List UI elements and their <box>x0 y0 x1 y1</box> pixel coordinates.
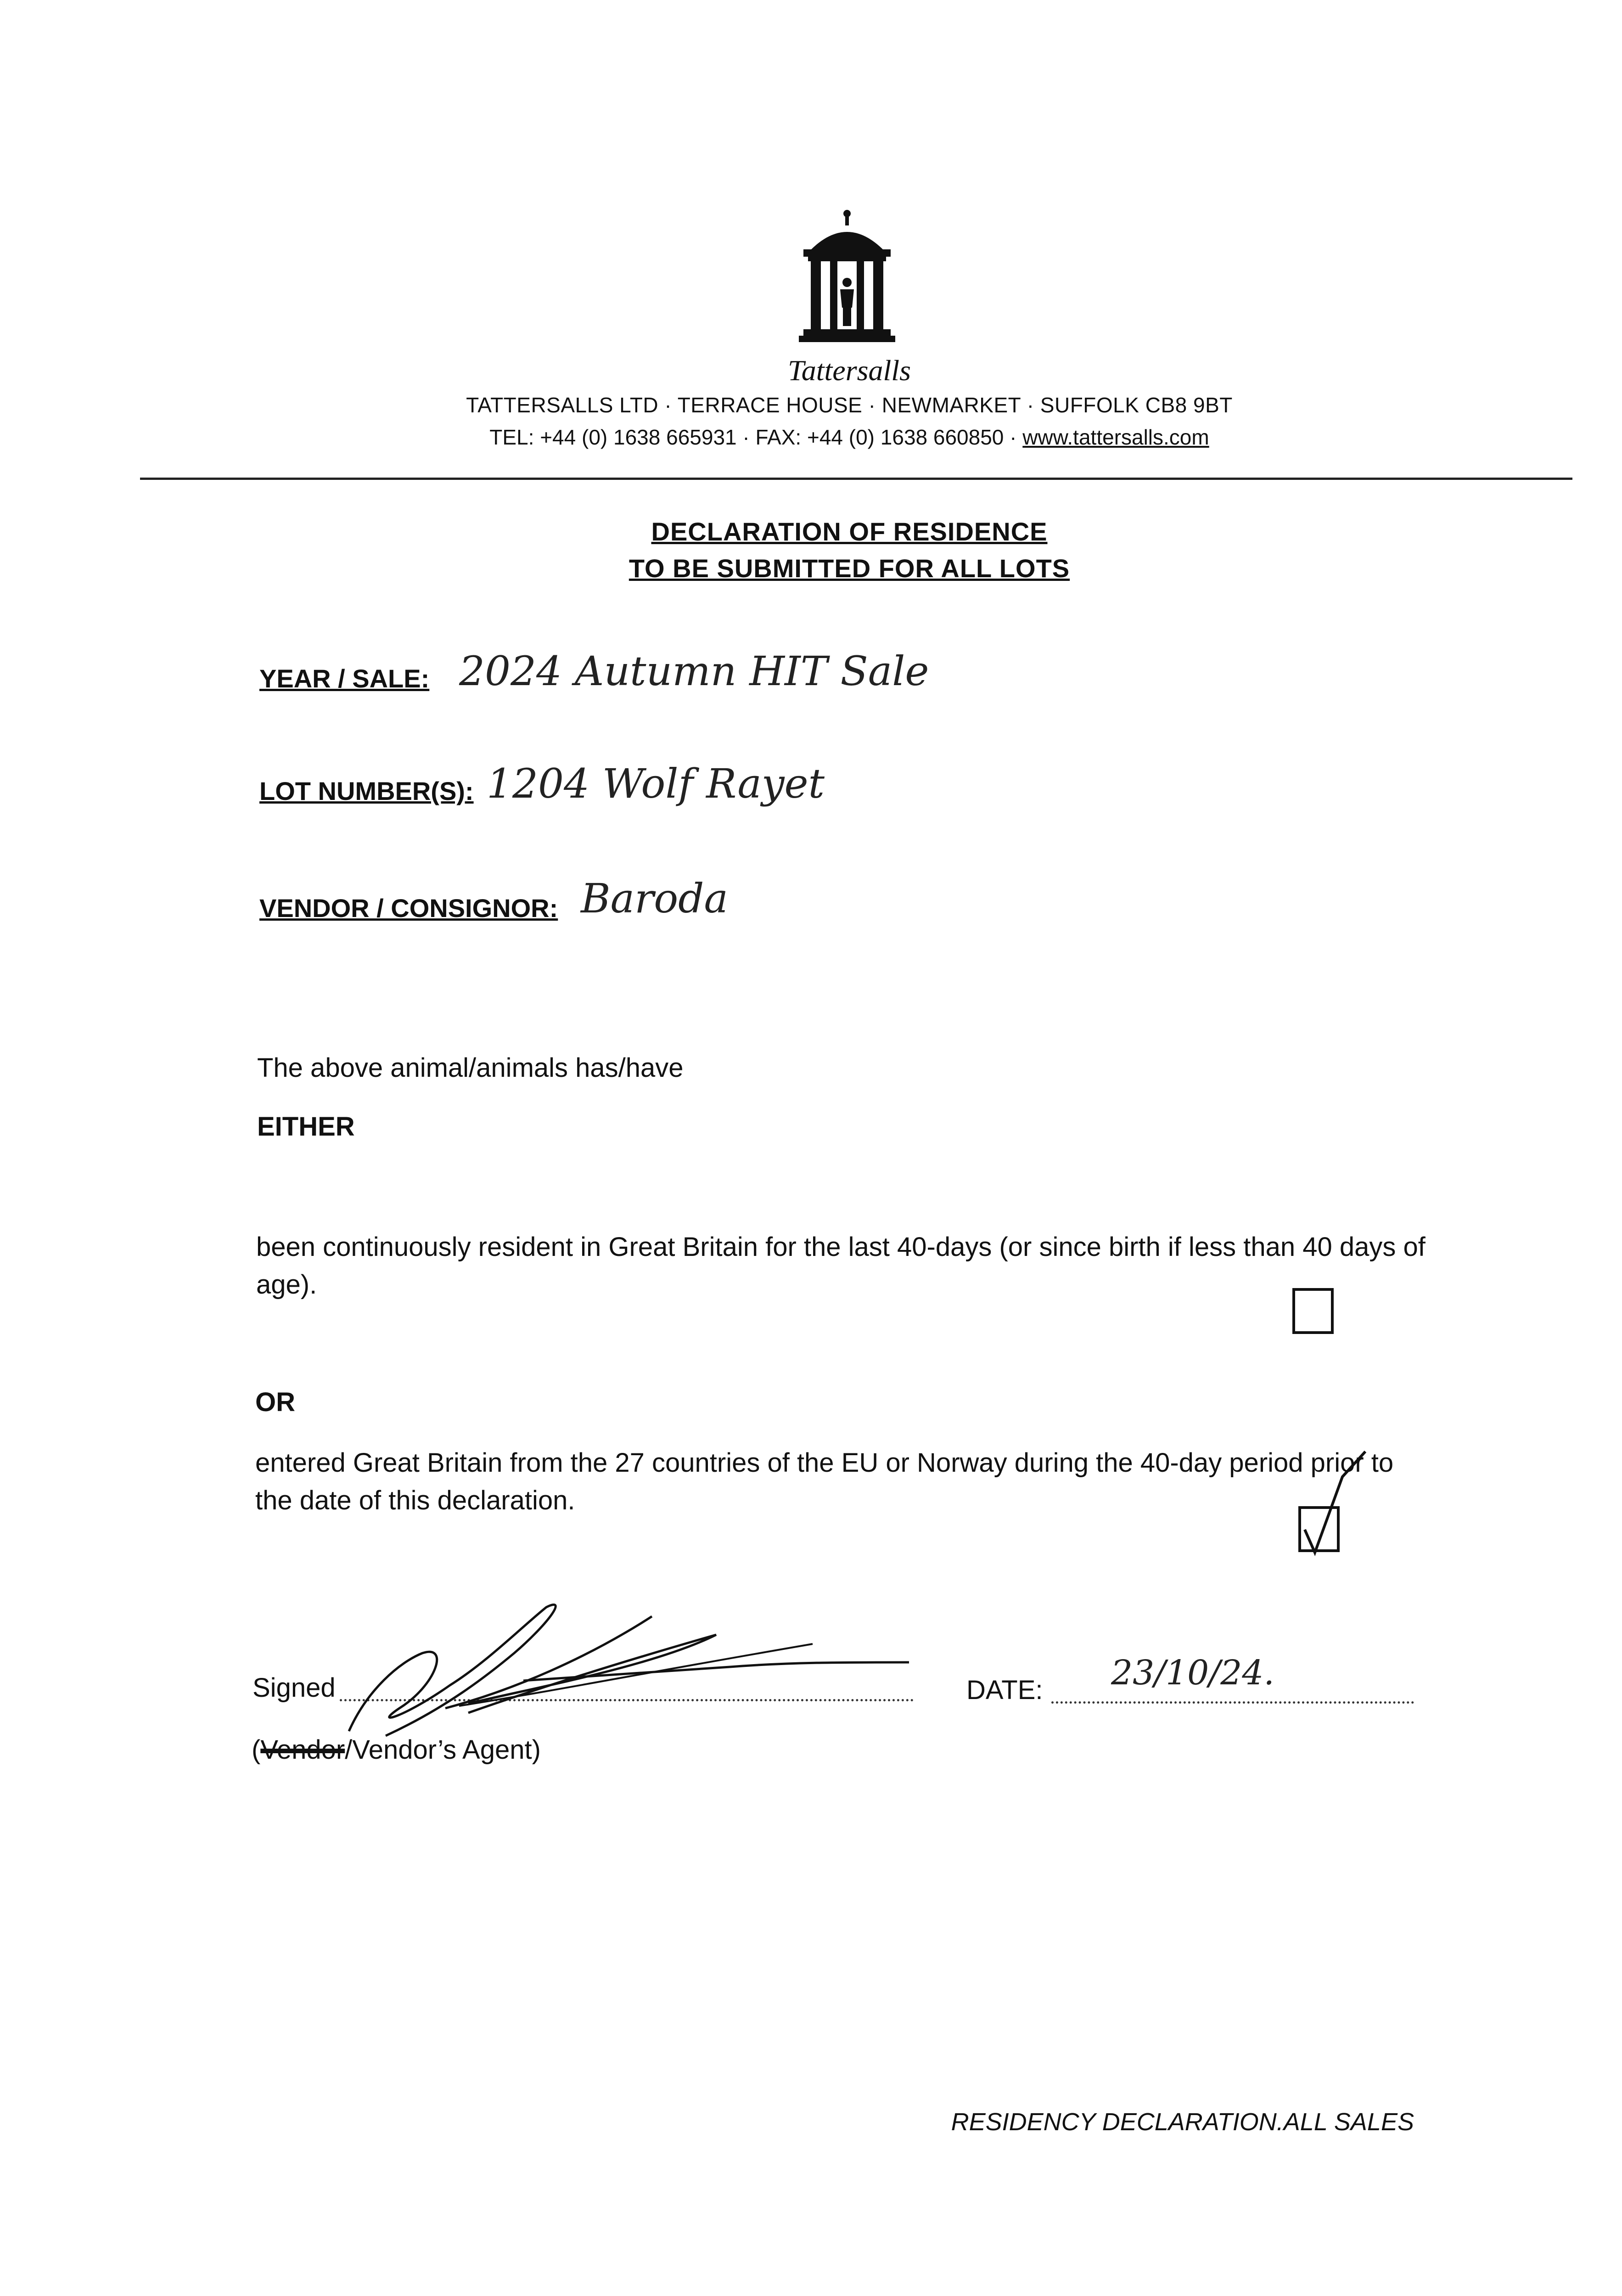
or-label: OR <box>255 1387 295 1417</box>
role-struck: Vendor <box>260 1735 345 1765</box>
date-label: DATE: <box>966 1675 1043 1705</box>
signer-role <box>252 1731 541 1769</box>
role-prefix: ( <box>252 1735 261 1765</box>
tel-fax: TEL: +44 (0) 1638 665931 · FAX: +44 (0) 1638 660850 · <box>489 425 1023 449</box>
contact-line <box>321 425 1377 450</box>
signed-label: Signed <box>253 1673 336 1703</box>
date-value: 23/10/24. <box>1111 1653 1274 1693</box>
option2-text: entered Great Britain from the 27 countries of the EU or Norway during the 40-day period prior to the date of this declaration. <box>255 1448 1394 1515</box>
signature-image <box>331 1598 927 1750</box>
tattersalls-logo <box>794 209 900 347</box>
date-line <box>1051 1701 1414 1704</box>
document-title: DECLARATION OF RESIDENCE <box>651 517 1048 546</box>
brand-name: Tattersalls <box>788 354 911 387</box>
header-divider <box>140 478 1572 480</box>
lot-number-label: LOT NUMBER(S): <box>259 777 474 805</box>
option1-text: been continuously resident in Great Britain for the last 40-days (or since birth if less than 40 days of age). <box>256 1232 1426 1300</box>
year-sale-value: 2024 Autumn HIT Sale <box>459 647 929 695</box>
option2-checkbox[interactable] <box>1298 1506 1340 1552</box>
checkmark-icon <box>1296 1449 1388 1559</box>
vendor-label: VENDOR / CONSIGNOR: <box>259 894 558 923</box>
option1-checkbox[interactable] <box>1292 1288 1334 1334</box>
lot-number-value: 1204 Wolf Rayet <box>487 760 825 807</box>
intro-text: The above animal/animals has/have <box>257 1053 684 1083</box>
either-label: EITHER <box>257 1112 355 1142</box>
vendor-value: Baroda <box>581 875 728 922</box>
footer-reference: RESIDENCY DECLARATION.ALL SALES <box>951 2108 1414 2136</box>
company-address: TATTERSALLS LTD · TERRACE HOUSE · NEWMARKET · SUFFOLK CB8 9BT <box>466 393 1233 417</box>
year-sale-label: YEAR / SALE: <box>259 664 430 693</box>
document-subtitle: TO BE SUBMITTED FOR ALL LOTS <box>629 554 1070 583</box>
role-suffix: /Vendor’s Agent) <box>345 1735 541 1765</box>
website-link[interactable]: www.tattersalls.com <box>1022 425 1209 449</box>
